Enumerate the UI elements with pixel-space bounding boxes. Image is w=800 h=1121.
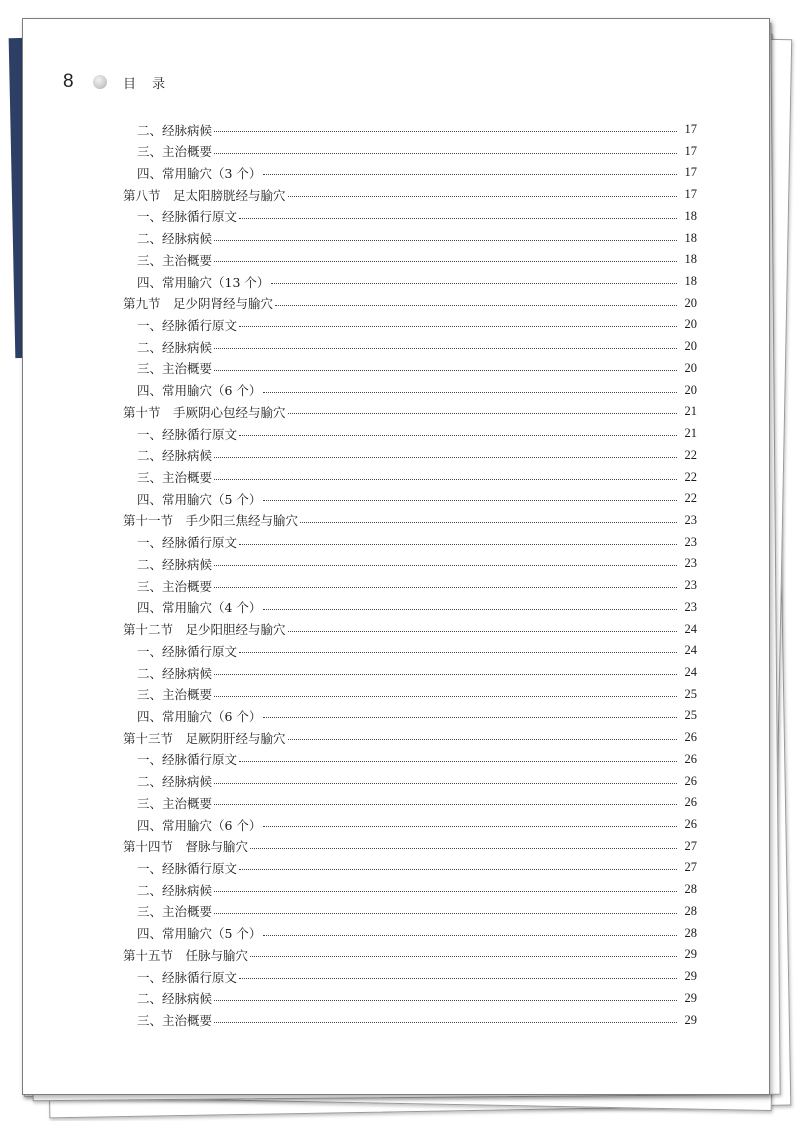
toc-entry-title: 一、经脉循行原文 (137, 317, 238, 333)
toc-dot-leader (239, 761, 677, 762)
toc-dot-leader (214, 479, 677, 480)
toc-entry-page-number: 25 (684, 686, 697, 701)
toc-entry-page-number: 27 (684, 860, 697, 875)
toc-entry-page-number: 28 (684, 882, 697, 897)
toc-dot-leader (214, 674, 677, 675)
toc-item-entry[interactable] (23, 141, 769, 162)
toc-dot-leader (214, 153, 677, 154)
toc-entry-title: 二、经脉病候 (137, 882, 213, 898)
toc-entry-title: 一、经脉循行原文 (137, 426, 238, 442)
toc-entry-page-number: 20 (684, 382, 697, 397)
toc-dot-leader (214, 891, 677, 892)
toc-entry-title: 三、主治概要 (137, 252, 213, 268)
toc-entry-title: 第八节 足太阳膀胱经与腧穴 (123, 187, 286, 203)
toc-dot-leader (263, 174, 677, 175)
toc-dot-leader (214, 131, 677, 132)
toc-entry-title: 二、经脉病候 (137, 556, 213, 572)
toc-item-entry[interactable] (23, 684, 769, 705)
toc-entry-page-number: 26 (684, 817, 697, 832)
toc-entry-page-number: 27 (684, 838, 697, 853)
toc-item-entry[interactable] (23, 771, 769, 792)
toc-entry-title: 四、常用腧穴（5 个） (137, 491, 262, 507)
toc-dot-leader (263, 935, 677, 936)
toc-dot-leader (263, 717, 677, 718)
toc-dot-leader (300, 522, 677, 523)
toc-dot-leader (239, 544, 677, 545)
toc-entry-title: 一、经脉循行原文 (137, 752, 238, 768)
toc-entry-title: 第十四节 督脉与腧穴 (123, 839, 249, 855)
toc-entry-page-number: 29 (684, 1012, 697, 1027)
toc-item-entry[interactable] (23, 249, 769, 270)
toc-dot-leader (214, 783, 677, 784)
toc-dot-leader (263, 826, 677, 827)
toc-entry-title: 四、常用腧穴（3 个） (137, 165, 262, 181)
toc-item-entry[interactable] (23, 857, 769, 878)
toc-dot-leader (214, 1022, 677, 1023)
toc-entry-title: 第十节 手厥阴心包经与腧穴 (123, 404, 286, 420)
toc-entry-title: 四、常用腧穴（6 个） (137, 708, 262, 724)
toc-dot-leader (263, 609, 677, 610)
toc-entry-title: 四、常用腧穴（5 个） (137, 926, 262, 942)
page-title: 目 录 (123, 76, 172, 92)
toc-entry-page-number: 17 (684, 187, 697, 202)
toc-dot-leader (214, 1000, 677, 1001)
toc-dot-leader (288, 413, 677, 414)
toc-dot-leader (214, 240, 677, 241)
toc-item-entry[interactable] (23, 271, 769, 292)
toc-entry-page-number: 24 (684, 643, 697, 658)
toc-dot-leader (275, 305, 677, 306)
toc-entry-page-number: 17 (684, 165, 697, 180)
toc-entry-page-number: 23 (684, 556, 697, 571)
toc-entry-title: 二、经脉病候 (137, 122, 213, 138)
toc-item-entry[interactable] (23, 662, 769, 683)
toc-section-entry[interactable] (23, 727, 769, 748)
toc-entry-title: 一、经脉循行原文 (137, 209, 238, 225)
toc-dot-leader (214, 804, 677, 805)
toc-entry-page-number: 17 (684, 143, 697, 158)
toc-entry-title: 第十一节 手少阳三焦经与腧穴 (123, 513, 299, 529)
toc-item-entry[interactable] (23, 423, 769, 444)
toc-entry-title: 一、经脉循行原文 (137, 535, 238, 551)
toc-entry-title: 二、经脉病候 (137, 665, 213, 681)
toc-entry-page-number: 23 (684, 534, 697, 549)
toc-dot-leader (271, 283, 677, 284)
toc-item-entry[interactable] (23, 119, 769, 140)
toc-item-entry[interactable] (23, 358, 769, 379)
toc-entry-page-number: 26 (684, 773, 697, 788)
toc-entry-page-number: 26 (684, 730, 697, 745)
toc-entry-page-number: 22 (684, 491, 697, 506)
toc-section-entry[interactable] (23, 184, 769, 205)
toc-entry-title: 二、经脉病候 (137, 991, 213, 1007)
page-number: 8 (63, 71, 74, 92)
toc-entry-title: 三、主治概要 (137, 144, 213, 160)
toc-dot-leader (239, 652, 677, 653)
toc-section-entry[interactable] (23, 944, 769, 965)
toc-dot-leader (263, 392, 677, 393)
toc-entry-page-number: 25 (684, 708, 697, 723)
toc-dot-leader (288, 196, 677, 197)
toc-section-entry[interactable] (23, 619, 769, 640)
toc-dot-leader (239, 435, 677, 436)
toc-entry-page-number: 20 (684, 295, 697, 310)
toc-item-entry[interactable] (23, 705, 769, 726)
toc-entry-title: 二、经脉病候 (137, 339, 213, 355)
toc-entry-title: 三、主治概要 (137, 904, 213, 920)
toc-entry-page-number: 18 (684, 230, 697, 245)
toc-entry-title: 四、常用腧穴（4 个） (137, 600, 262, 616)
toc-entry-title: 三、主治概要 (137, 687, 213, 703)
toc-dot-leader (239, 978, 677, 979)
toc-item-entry[interactable] (23, 445, 769, 466)
toc-entry-title: 一、经脉循行原文 (137, 643, 238, 659)
toc-item-entry[interactable] (23, 640, 769, 661)
toc-item-entry[interactable] (23, 597, 769, 618)
toc-dot-leader (239, 869, 677, 870)
toc-entry-title: 二、经脉病候 (137, 774, 213, 790)
toc-entry-title: 四、常用腧穴（13 个） (137, 274, 270, 290)
toc-entry-title: 二、经脉病候 (137, 231, 213, 247)
toc-entry-page-number: 22 (684, 447, 697, 462)
toc-entry-page-number: 23 (684, 599, 697, 614)
toc-entry-page-number: 20 (684, 317, 697, 332)
toc-entry-title: 第十三节 足厥阴肝经与腧穴 (123, 730, 286, 746)
toc-entry-title: 一、经脉循行原文 (137, 969, 238, 985)
toc-entry-page-number: 17 (684, 122, 697, 136)
toc-entry-page-number: 29 (684, 947, 697, 962)
toc-section-entry[interactable] (23, 293, 769, 314)
page-header (63, 67, 171, 97)
toc-entry-page-number: 29 (684, 990, 697, 1005)
toc-entry-title: 三、主治概要 (137, 470, 213, 486)
bullet-dot-icon (93, 75, 107, 89)
toc-entry-page-number: 26 (684, 795, 697, 810)
toc-item-entry[interactable] (23, 380, 769, 401)
toc-dot-leader (214, 261, 677, 262)
toc-entry-page-number: 24 (684, 665, 697, 679)
toc-entry-page-number: 23 (684, 578, 697, 593)
toc-item-entry[interactable] (23, 1010, 769, 1031)
toc-item-entry[interactable] (23, 749, 769, 770)
toc-entry-title: 二、经脉病候 (137, 448, 213, 464)
toc-dot-leader (239, 218, 677, 219)
toc-entry-title: 三、主治概要 (137, 578, 213, 594)
toc-item-entry[interactable] (23, 532, 769, 553)
toc-entry-page-number: 21 (684, 404, 697, 419)
toc-entry-page-number: 18 (684, 252, 697, 267)
toc-dot-leader (214, 370, 677, 371)
toc-item-entry[interactable] (23, 814, 769, 835)
toc-item-entry[interactable] (23, 923, 769, 944)
toc-entry-title: 第十五节 任脉与腧穴 (123, 947, 249, 963)
toc-entry-title: 第九节 足少阴肾经与腧穴 (123, 296, 274, 312)
toc-entry-page-number: 18 (684, 274, 697, 289)
toc-entry-page-number: 26 (684, 751, 697, 766)
toc-dot-leader (214, 457, 677, 458)
toc-item-entry[interactable] (23, 966, 769, 987)
toc-dot-leader (288, 739, 677, 740)
toc-entry-page-number: 28 (684, 925, 697, 940)
toc-item-entry[interactable] (23, 575, 769, 596)
toc-dot-leader (263, 500, 677, 501)
toc-entry-title: 三、主治概要 (137, 1013, 213, 1029)
toc-item-entry[interactable] (23, 314, 769, 335)
toc-section-entry[interactable] (23, 510, 769, 531)
toc-dot-leader (214, 565, 677, 566)
toc-entry-page-number: 22 (684, 469, 697, 484)
toc-dot-leader (214, 696, 677, 697)
toc-item-entry[interactable] (23, 228, 769, 249)
toc-item-entry[interactable] (23, 467, 769, 488)
toc-entry-title: 一、经脉循行原文 (137, 860, 238, 876)
toc-dot-leader (214, 587, 677, 588)
toc-entry-page-number: 28 (684, 903, 697, 918)
toc-section-entry[interactable] (23, 836, 769, 857)
toc-item-entry[interactable] (23, 879, 769, 900)
toc-item-entry[interactable] (23, 792, 769, 813)
toc-dot-leader (214, 913, 677, 914)
toc-item-entry[interactable] (23, 206, 769, 227)
toc-entry-title: 四、常用腧穴（6 个） (137, 817, 262, 833)
toc-entry-page-number: 29 (684, 969, 697, 984)
toc-item-entry[interactable] (23, 988, 769, 1009)
toc-entry-page-number: 21 (684, 426, 697, 441)
toc-item-entry[interactable] (23, 488, 769, 509)
toc-entry-page-number: 20 (684, 339, 697, 354)
toc-item-entry[interactable] (23, 336, 769, 357)
toc-dot-leader (250, 956, 677, 957)
toc-entry-title: 第十二节 足少阳胆经与腧穴 (123, 622, 286, 638)
toc-entry-title: 三、主治概要 (137, 795, 213, 811)
toc-item-entry[interactable] (23, 162, 769, 183)
toc-dot-leader (288, 631, 677, 632)
toc-entry-title: 四、常用腧穴（6 个） (137, 383, 262, 399)
toc-dot-leader (214, 348, 677, 349)
toc-item-entry[interactable] (23, 901, 769, 922)
toc-item-entry[interactable] (23, 553, 769, 574)
toc-entry-page-number: 20 (684, 360, 697, 375)
toc-dot-leader (250, 848, 677, 849)
toc-entry-page-number: 18 (684, 208, 697, 223)
toc-entry-page-number: 23 (684, 512, 697, 527)
toc-page (22, 18, 770, 1095)
toc-section-entry[interactable] (23, 401, 769, 422)
toc-dot-leader (239, 326, 677, 327)
toc-entry-page-number: 24 (684, 621, 697, 636)
toc-entry-title: 三、主治概要 (137, 361, 213, 377)
